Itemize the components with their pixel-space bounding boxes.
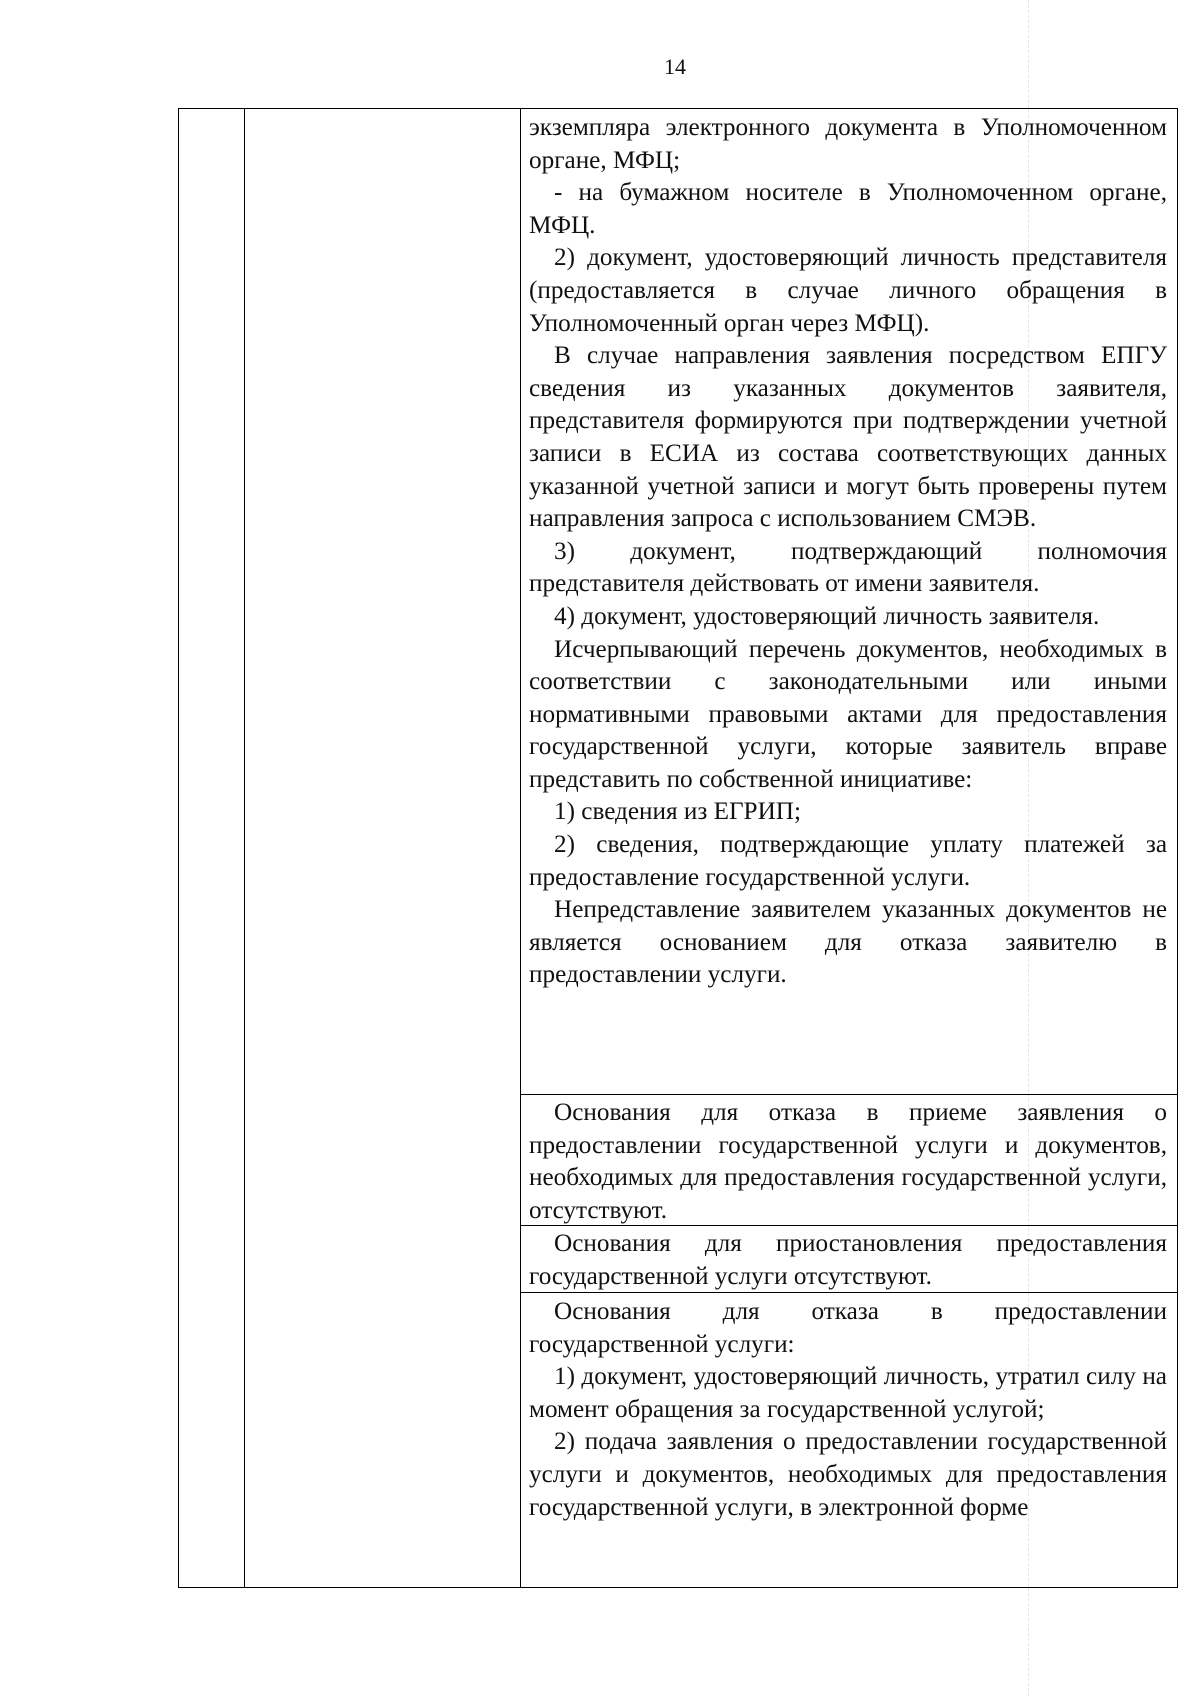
table-cell-refusal-grounds (521, 1292, 1177, 1524)
paragraph: Основания для отказа в предоставлении государственной услуги: (529, 1298, 1167, 1358)
table-column-content (521, 109, 1177, 1587)
table-column-number (179, 109, 245, 1587)
paragraph: 2) документ, удостоверяющий личность представителя (предоставляется в случае личного обращения в Уполномоченный орган через МФЦ). (529, 244, 1167, 337)
paragraph: Основания для приостановления предоставления государственной услуги отсутствуют. (529, 1230, 1167, 1290)
paragraph: - на бумажном носителе в Уполномоченном органе, МФЦ. (529, 179, 1167, 239)
table-column-name (245, 109, 521, 1587)
paragraph: 2) подача заявления о предоставлении государственной услуги и документов, необходимых для предоставления государственной услуги, в электронной форме (529, 1428, 1167, 1521)
paragraph: Исчерпывающий перечень документов, необходимых в соответствии с законодательными или иными нормативными правовыми актами для предоставления государственной услуги, которые заявитель вправе представить по собственной инициативе: (529, 635, 1167, 793)
paragraph: экземпляра электронного документа в Уполномоченном органе, МФЦ; (529, 114, 1167, 174)
paragraph: 3) документ, подтверждающий полномочия представителя действовать от имени заявителя. (529, 537, 1167, 598)
document-table (178, 108, 1178, 1588)
paragraph: 1) сведения из ЕГРИП; (554, 798, 801, 826)
page-number: 14 (664, 54, 686, 79)
paragraph: 4) документ, удостоверяющий личность заявителя. (554, 602, 1100, 630)
table-cell-suspension (521, 1225, 1177, 1292)
paragraph: Основания для отказа в приеме заявления о предоставлении государственной услуги и документов, необходимых для предоставления государственной услуги, отсутствуют. (529, 1099, 1167, 1224)
table-cell-refusal-reception (521, 1094, 1177, 1225)
paragraph: В случае направления заявления посредством ЕПГУ сведения из указанных документов заявителя, представителя формируются при подтверждении учетной записи в ЕСИА из состава соответствующих данных указанной учетной записи и могут быть проверены путем направления запроса с использованием СМЭВ. (529, 342, 1167, 533)
paragraph: 2) сведения, подтверждающие уплату платежей за предоставление государственной услуги. (529, 831, 1167, 891)
paragraph: Непредставление заявителем указанных документов не является основанием для отказа заявителю в предоставлении услуги. (529, 896, 1167, 989)
paragraph: 1) документ, удостоверяющий личность, утратил силу на момент обращения за государственной услугой; (529, 1363, 1167, 1423)
table-cell-documents (521, 109, 1177, 1094)
